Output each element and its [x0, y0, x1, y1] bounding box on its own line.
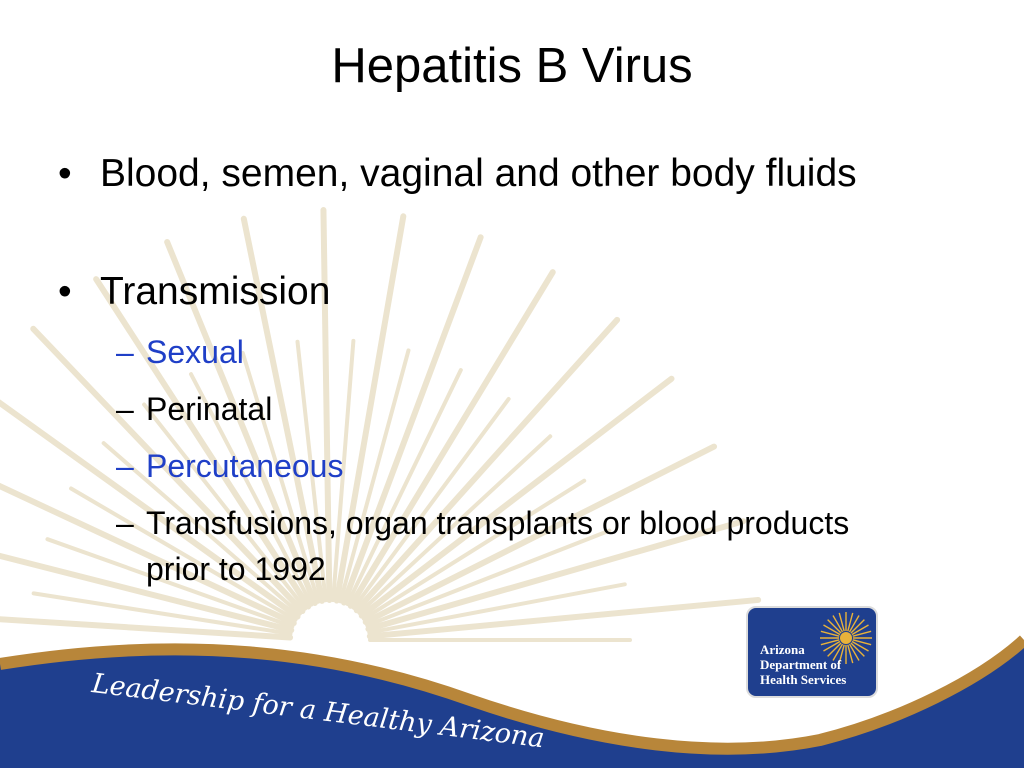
sub-bullet-perinatal: [116, 386, 906, 432]
bullet-body-fluids: [58, 148, 900, 200]
dash-marker: –: [116, 505, 134, 541]
footer-tagline: Leadership for a Healthy Arizona: [90, 668, 547, 755]
sub-bullet-sexual: [116, 329, 906, 375]
sub-bullet-percutaneous: [116, 443, 906, 489]
logo-line-1: Arizona: [760, 642, 805, 657]
adhs-logo: [746, 606, 878, 698]
sub-bullet-text: Sexual: [146, 334, 244, 370]
slide-title: Hepatitis B Virus: [331, 39, 693, 93]
sub-bullet-text: Percutaneous: [146, 448, 344, 484]
dash-marker: –: [116, 334, 134, 370]
bullet-marker: •: [58, 270, 72, 313]
bullet-text: Transmission: [100, 270, 331, 313]
bullet-text: Blood, semen, vaginal and other body fluids: [100, 152, 857, 195]
dash-marker: –: [116, 391, 134, 427]
dash-marker: –: [116, 448, 134, 484]
logo-line-3: Health Services: [760, 672, 847, 687]
bullet-transmission: [58, 266, 900, 318]
sub-bullet-text: Perinatal: [146, 391, 273, 427]
logo-text: [760, 642, 846, 687]
logo-line-2: Department of: [760, 657, 842, 672]
bullet-marker: •: [58, 152, 72, 195]
sub-bullet-transfusions: [116, 500, 876, 592]
sub-bullet-text: Transfusions, organ transplants or blood products prior to 1992: [146, 505, 850, 587]
sunburst-ray: [370, 600, 758, 636]
